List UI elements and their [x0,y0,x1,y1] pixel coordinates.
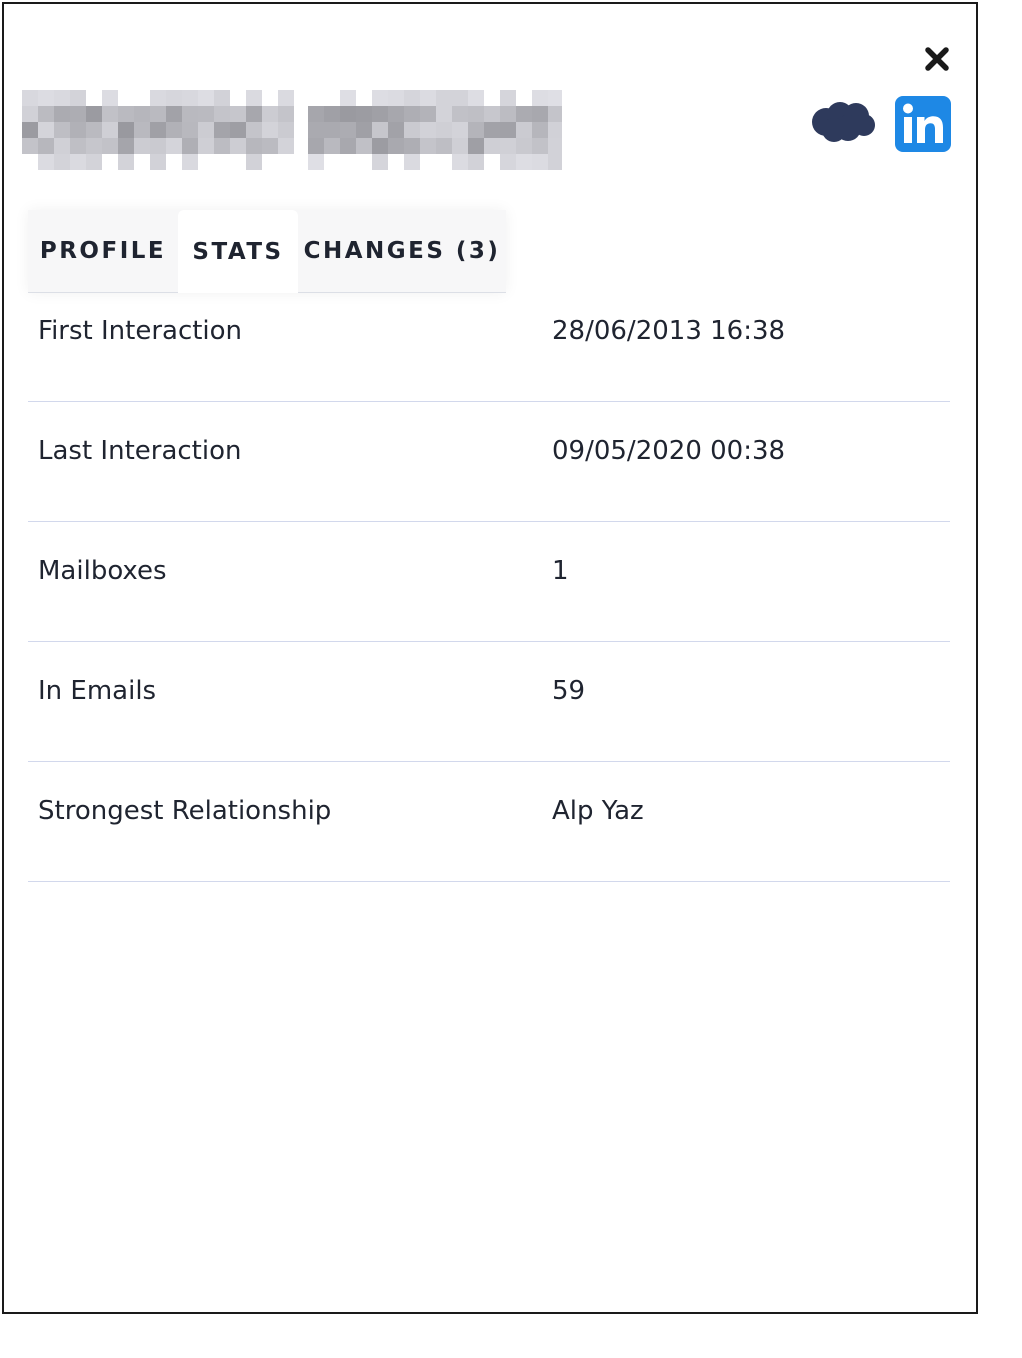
redaction-pixel [230,122,246,138]
tab-bar [28,210,506,293]
redaction-pixel [356,122,372,138]
redaction-pixel [118,106,134,122]
redaction-pixel [22,122,38,138]
redaction-pixel [150,154,166,170]
redaction-pixel [516,122,532,138]
redaction-pixel [324,138,340,154]
redaction-pixel [38,138,54,154]
redaction-pixel [278,90,294,106]
redaction-pixel [436,138,452,154]
redaction-pixel [150,138,166,154]
redaction-pixel [118,138,134,154]
stat-label: In Emails [38,676,157,706]
redaction-pixel [38,90,54,106]
stat-row-mailboxes [28,522,950,642]
redaction-pixel [372,138,388,154]
redaction-pixel [166,122,182,138]
redaction-pixel [420,106,436,122]
redaction-pixel [484,122,500,138]
redaction-pixel [436,106,452,122]
redaction-pixel [246,122,262,138]
stat-label: Last Interaction [38,436,242,466]
redaction-pixel [198,106,214,122]
redaction-pixel [38,106,54,122]
redaction-pixel [388,106,404,122]
tab-stats[interactable]: STATS [178,210,298,293]
redaction-pixel [70,106,86,122]
redaction-pixel [516,138,532,154]
redaction-pixel [516,154,532,170]
redaction-pixel [54,154,70,170]
redaction-pixel [484,106,500,122]
redaction-pixel [54,106,70,122]
redaction-pixel [468,122,484,138]
redaction-pixel [214,106,230,122]
redaction-pixel [278,122,294,138]
redaction-pixel [246,90,262,106]
redaction-pixel [548,90,562,106]
redaction-pixel [372,106,388,122]
redaction-pixel [500,138,516,154]
tab-profile[interactable]: PROFILE [39,238,167,264]
redaction-pixel [468,138,484,154]
redaction-pixel [22,106,38,122]
redaction-pixel [150,90,166,106]
redaction-pixel [500,154,516,170]
stat-row-in-emails [28,642,950,762]
redaction-pixel [468,106,484,122]
redaction-pixel [22,90,38,106]
stats-table [28,282,950,882]
redaction-pixel [70,122,86,138]
redaction-pixel [246,154,262,170]
redaction-pixel [86,122,102,138]
redaction-pixel [166,138,182,154]
redaction-pixel [134,106,150,122]
redaction-pixel [452,154,468,170]
redaction-pixel [246,138,262,154]
redaction-pixel [38,154,54,170]
redaction-pixel [70,154,86,170]
redaction-pixel [54,138,70,154]
redaction-pixel [308,138,324,154]
redaction-pixel [198,122,214,138]
contact-detail-panel [2,2,978,1314]
stat-row-first-interaction [28,282,950,402]
redaction-pixel [262,138,278,154]
redaction-pixel [278,138,294,154]
redaction-pixel [70,90,86,106]
redaction-pixel [102,90,118,106]
redaction-pixel [372,90,388,106]
stat-value: 1 [552,556,569,586]
redaction-pixel [134,122,150,138]
redaction-pixel [22,138,38,154]
redaction-pixel [532,138,548,154]
redaction-pixel [516,106,532,122]
redaction-pixel [324,106,340,122]
redaction-pixel [262,122,278,138]
redaction-pixel [214,138,230,154]
redaction-pixel [388,90,404,106]
redaction-pixel [404,106,420,122]
stat-label: First Interaction [38,316,243,346]
tab-changes[interactable]: CHANGES (3) [303,238,501,264]
redaction-pixel [182,138,198,154]
redaction-pixel [166,106,182,122]
redaction-pixel [500,106,516,122]
redaction-pixel [436,122,452,138]
stat-value: 59 [552,676,586,706]
redaction-pixel [468,154,484,170]
redaction-pixel [182,154,198,170]
redaction-pixel [436,90,452,106]
redaction-pixel [246,106,262,122]
redaction-pixel [278,106,294,122]
redaction-pixel [198,138,214,154]
redaction-pixel [372,154,388,170]
redaction-pixel [548,122,562,138]
redaction-pixel [182,122,198,138]
redaction-pixel [102,122,118,138]
redaction-pixel [340,106,356,122]
redaction-pixel [420,138,436,154]
redaction-pixel [86,138,102,154]
redaction-pixel [388,138,404,154]
redaction-pixel [230,138,246,154]
contact-name-redacted [22,88,562,172]
redaction-pixel [134,138,150,154]
redaction-pixel [230,106,246,122]
redaction-pixel [452,90,468,106]
redaction-pixel [150,106,166,122]
redaction-pixel [54,122,70,138]
redaction-pixel [404,138,420,154]
redaction-pixel [532,154,548,170]
redaction-pixel [54,90,70,106]
redaction-pixel [500,122,516,138]
close-icon[interactable] [922,44,952,74]
redaction-pixel [198,90,214,106]
redaction-pixel [404,90,420,106]
redaction-pixel [468,90,484,106]
redaction-pixel [340,122,356,138]
redaction-pixel [356,106,372,122]
redaction-pixel [166,90,182,106]
redaction-pixel [548,106,562,122]
redaction-pixel [404,122,420,138]
redaction-pixel [102,138,118,154]
stat-label: Mailboxes [38,556,167,586]
redaction-pixel [102,106,118,122]
redaction-pixel [548,154,562,170]
redaction-pixel [150,122,166,138]
redaction-pixel [484,138,500,154]
redaction-pixel [452,138,468,154]
redaction-pixel [308,122,324,138]
redaction-pixel [38,122,54,138]
redaction-pixel [118,122,134,138]
redaction-pixel [118,154,134,170]
redaction-pixel [86,154,102,170]
redaction-pixel [182,90,198,106]
redaction-pixel [388,122,404,138]
stat-value: 09/05/2020 00:38 [552,436,786,466]
redaction-pixel [340,138,356,154]
redaction-pixel [214,90,230,106]
salesforce-icon[interactable] [810,100,876,144]
stat-value: Alp Yaz [552,796,644,826]
redaction-pixel [548,138,562,154]
redaction-pixel [182,106,198,122]
stat-label: Strongest Relationship [38,796,332,826]
redaction-pixel [452,106,468,122]
redaction-pixel [324,122,340,138]
redaction-pixel [70,138,86,154]
redaction-pixel [214,122,230,138]
redaction-pixel [308,106,324,122]
redaction-pixel [420,122,436,138]
linkedin-icon[interactable] [895,96,951,152]
redaction-pixel [308,154,324,170]
redaction-pixel [86,106,102,122]
redaction-pixel [500,90,516,106]
stat-row-strongest-relationship [28,762,950,882]
redaction-pixel [404,154,420,170]
stat-row-last-interaction [28,402,950,522]
redaction-pixel [532,122,548,138]
redaction-pixel [262,106,278,122]
redaction-pixel [452,122,468,138]
redaction-pixel [372,122,388,138]
redaction-pixel [532,90,548,106]
redaction-pixel [420,90,436,106]
redaction-pixel [340,90,356,106]
stat-value: 28/06/2013 16:38 [552,316,786,346]
redaction-pixel [532,106,548,122]
redaction-pixel [356,138,372,154]
